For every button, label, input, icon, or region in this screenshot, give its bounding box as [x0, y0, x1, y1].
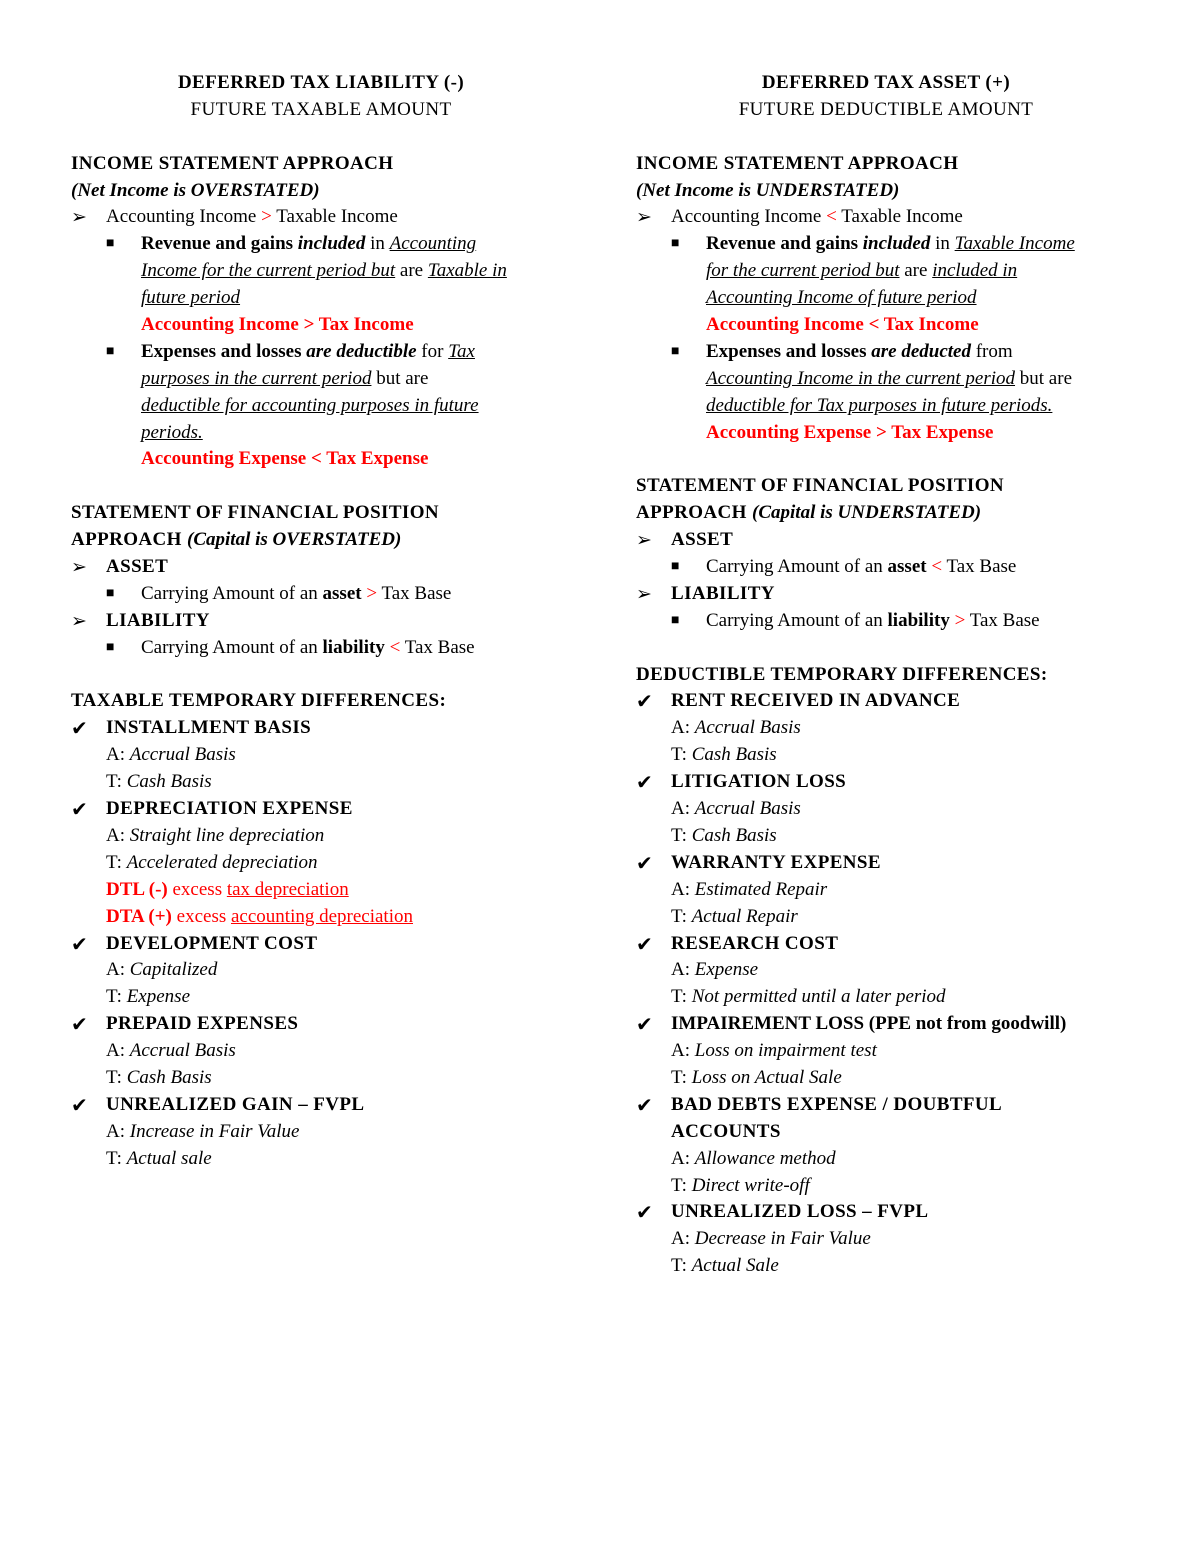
- arrow-bullet-icon: ➢: [636, 582, 653, 605]
- square-bullet-icon: ■: [671, 559, 680, 575]
- difference-item-title: ✔ LITIGATION LOSS: [636, 770, 847, 795]
- liability-rule: ■ Carrying Amount of an liability < Tax Base: [71, 635, 571, 662]
- square-bullet-icon: ■: [671, 236, 680, 252]
- check-icon: ✔: [636, 850, 654, 875]
- check-icon: ✔: [71, 1012, 89, 1037]
- check-icon: ✔: [636, 931, 654, 956]
- arrow-bullet-icon: ➢: [71, 609, 88, 632]
- income-comparison: ➢ Accounting Income > Taxable Income: [71, 204, 571, 231]
- asset-label: ➢ ASSET: [71, 554, 571, 581]
- liability-label: ➢ LIABILITY: [636, 581, 1136, 608]
- difference-item-title: ✔ IMPAIREMENT LOSS (PPE not from goodwill): [636, 1012, 1067, 1037]
- difference-item-title: ✔ UNREALIZED LOSS – FVPL: [636, 1200, 929, 1225]
- check-icon: ✔: [71, 931, 89, 956]
- sfp-heading: STATEMENT OF FINANCIAL POSITION: [71, 502, 440, 524]
- income-result: Accounting Income > Tax Income: [141, 314, 414, 336]
- dtl-note: DTL (-) excess tax depreciation: [106, 878, 349, 900]
- dtl-column: DEFERRED TAX LIABILITY (-) FUTURE TAXABLE AMOUNT INCOME STATEMENT APPROACH (Net Income is OVERSTATED) ➢ Accounting Income > Taxable Income ■ Revenue and gains included in Accounting Income for the current period but are Taxable in future period Accounting Income > Tax Income ■ Expenses and losses are deductible for Tax purposes in the current period but are deductible for accounting purposes in future periods. Accounting Expense < Tax Expense STATEMENT OF FINANCIAL POSITION APPROACH (Capital is OVERSTATED) ➢ ASSET ■ Carrying Amount of an asset > Tax Base ➢ LIABILITY ■ Carrying Amount of an liability < Tax Base TAXABLE TEMPORARY DIFFERENCES: ✔ INSTALLMENT BASIS A: Accrual Basis T: Cash Basis ✔ DEPRECIATION EXPENSE A: Straight line depreciation T: Accelerated depreciation DTL (-) excess tax depreciation DTA (+) excess accounting depreciation ✔ DEVELOPMENT COST A: Capitalized T: Expense ✔ PREPAID EXPENSES A: Accrual Basis T: Cash Basis ✔ UNREALIZED GAIN – FVPL A: Increase in Fair Value T: Actual sale: [71, 70, 571, 1173]
- asset-rule: ■ Carrying Amount of an asset > Tax Base: [71, 581, 571, 608]
- arrow-bullet-icon: ➢: [636, 529, 653, 552]
- difference-item-title: ✔ PREPAID EXPENSES: [71, 1012, 299, 1037]
- asset-rule: ■ Carrying Amount of an asset < Tax Base: [636, 554, 1136, 581]
- income-statement-heading: INCOME STATEMENT APPROACH: [71, 152, 394, 174]
- square-bullet-icon: ■: [106, 639, 115, 655]
- difference-item-title: ✔ RENT RECEIVED IN ADVANCE: [636, 689, 961, 714]
- arrow-bullet-icon: ➢: [636, 206, 652, 229]
- check-icon: ✔: [636, 1012, 653, 1037]
- arrow-bullet-icon: ➢: [71, 556, 88, 579]
- difference-item-title: ✔ DEPRECIATION EXPENSE: [71, 797, 353, 822]
- difference-item-title: ✔ INSTALLMENT BASIS: [71, 716, 312, 741]
- asset-label: ➢ ASSET: [636, 527, 1136, 554]
- check-icon: ✔: [71, 797, 89, 822]
- difference-item-title: ✔ BAD DEBTS EXPENSE / DOUBTFUL: [636, 1092, 1003, 1117]
- revenue-gains-bullet: ■ Revenue and gains included in Accounting: [71, 231, 571, 258]
- check-icon: ✔: [636, 770, 654, 795]
- dtl-subtitle: FUTURE TAXABLE AMOUNT: [190, 98, 452, 120]
- income-comparison: ➢ Accounting Income < Taxable Income: [636, 204, 1136, 231]
- dtl-title: DEFERRED TAX LIABILITY (-): [177, 72, 465, 93]
- dta-column: DEFERRED TAX ASSET (+) FUTURE DEDUCTIBLE AMOUNT INCOME STATEMENT APPROACH (Net Income is UNDERSTATED) ➢ Accounting Income < Taxable Income ■ Revenue and gains included in Taxable Income for the current period but are included in Accounting Income of future period Accounting Income < Tax Income ■ Expenses and losses are deducted from Accounting Income in the current period but are deductible for Tax purposes in future periods. Accounting Expense > Tax Expense STATEMENT OF FINANCIAL POSITION APPROACH (Capital is UNDERSTATED) ➢ ASSET ■ Carrying Amount of an asset < Tax Base ➢ LIABILITY ■ Carrying Amount of an liability > Tax Base DEDUCTIBLE TEMPORARY DIFFERENCES: ✔ RENT RECEIVED IN ADVANCE A: Accrual Basis T: Cash Basis ✔ LITIGATION LOSS A: Accrual Basis T: Cash Basis ✔ WARRANTY EXPENSE A: Estimated Repair T: Actual Repair ✔ RESEARCH COST A: Expense T: Not permitted until a later period ✔ IMPAIREMENT LOSS (PPE not from goodwill) A: Loss on impairment test T: Loss on Actual Sale ✔ BAD DEBTS EXPENSE / DOUBTFUL ACCOUNTS A: Allowance method T: Direct write-off ✔ UNREALIZED LOSS – FVPL A: Decrease in Fair Value T: Actual Sale: [636, 70, 1136, 1280]
- sfp-note: (Capital is UNDERSTATED): [752, 502, 982, 524]
- dta-title: DEFERRED TAX ASSET (+): [761, 72, 1011, 93]
- deductible-differences-heading: DEDUCTIBLE TEMPORARY DIFFERENCES:: [636, 663, 1048, 685]
- square-bullet-icon: ■: [106, 236, 115, 252]
- dta-subtitle: FUTURE DEDUCTIBLE AMOUNT: [738, 98, 1034, 120]
- expense-result: Accounting Expense < Tax Expense: [141, 448, 429, 470]
- difference-item-title: ✔ UNREALIZED GAIN – FVPL: [71, 1092, 365, 1117]
- liability-rule: ■ Carrying Amount of an liability > Tax Base: [636, 608, 1136, 635]
- sfp-heading: STATEMENT OF FINANCIAL POSITION: [636, 475, 1005, 497]
- expenses-losses-bullet: ■ Expenses and losses are deductible for Tax: [71, 339, 571, 366]
- square-bullet-icon: ■: [671, 343, 680, 359]
- difference-item-title: ✔ RESEARCH COST: [636, 931, 839, 956]
- income-statement-note: (Net Income is UNDERSTATED): [636, 179, 900, 201]
- expense-result: Accounting Expense > Tax Expense: [706, 421, 994, 443]
- sfp-note: (Capital is OVERSTATED): [187, 529, 402, 551]
- difference-item-title: ✔ WARRANTY EXPENSE: [636, 850, 881, 875]
- revenue-gains-bullet: ■ Revenue and gains included in Taxable Income: [636, 231, 1136, 258]
- check-icon: ✔: [636, 689, 654, 714]
- square-bullet-icon: ■: [671, 612, 680, 628]
- check-icon: ✔: [636, 1092, 654, 1117]
- taxable-differences-heading: TAXABLE TEMPORARY DIFFERENCES:: [71, 690, 447, 712]
- check-icon: ✔: [71, 1092, 89, 1117]
- check-icon: ✔: [71, 716, 89, 741]
- square-bullet-icon: ■: [106, 585, 115, 601]
- arrow-bullet-icon: ➢: [71, 206, 87, 229]
- income-statement-heading: INCOME STATEMENT APPROACH: [636, 152, 959, 174]
- dta-note: DTA (+) excess accounting depreciation: [106, 905, 413, 927]
- income-result: Accounting Income < Tax Income: [706, 314, 979, 336]
- difference-item-title: ✔ DEVELOPMENT COST: [71, 931, 318, 956]
- expenses-losses-bullet: ■ Expenses and losses are deducted from: [636, 339, 1136, 366]
- check-icon: ✔: [636, 1200, 654, 1225]
- income-statement-note: (Net Income is OVERSTATED): [71, 179, 320, 201]
- liability-label: ➢ LIABILITY: [71, 608, 571, 635]
- square-bullet-icon: ■: [106, 343, 115, 359]
